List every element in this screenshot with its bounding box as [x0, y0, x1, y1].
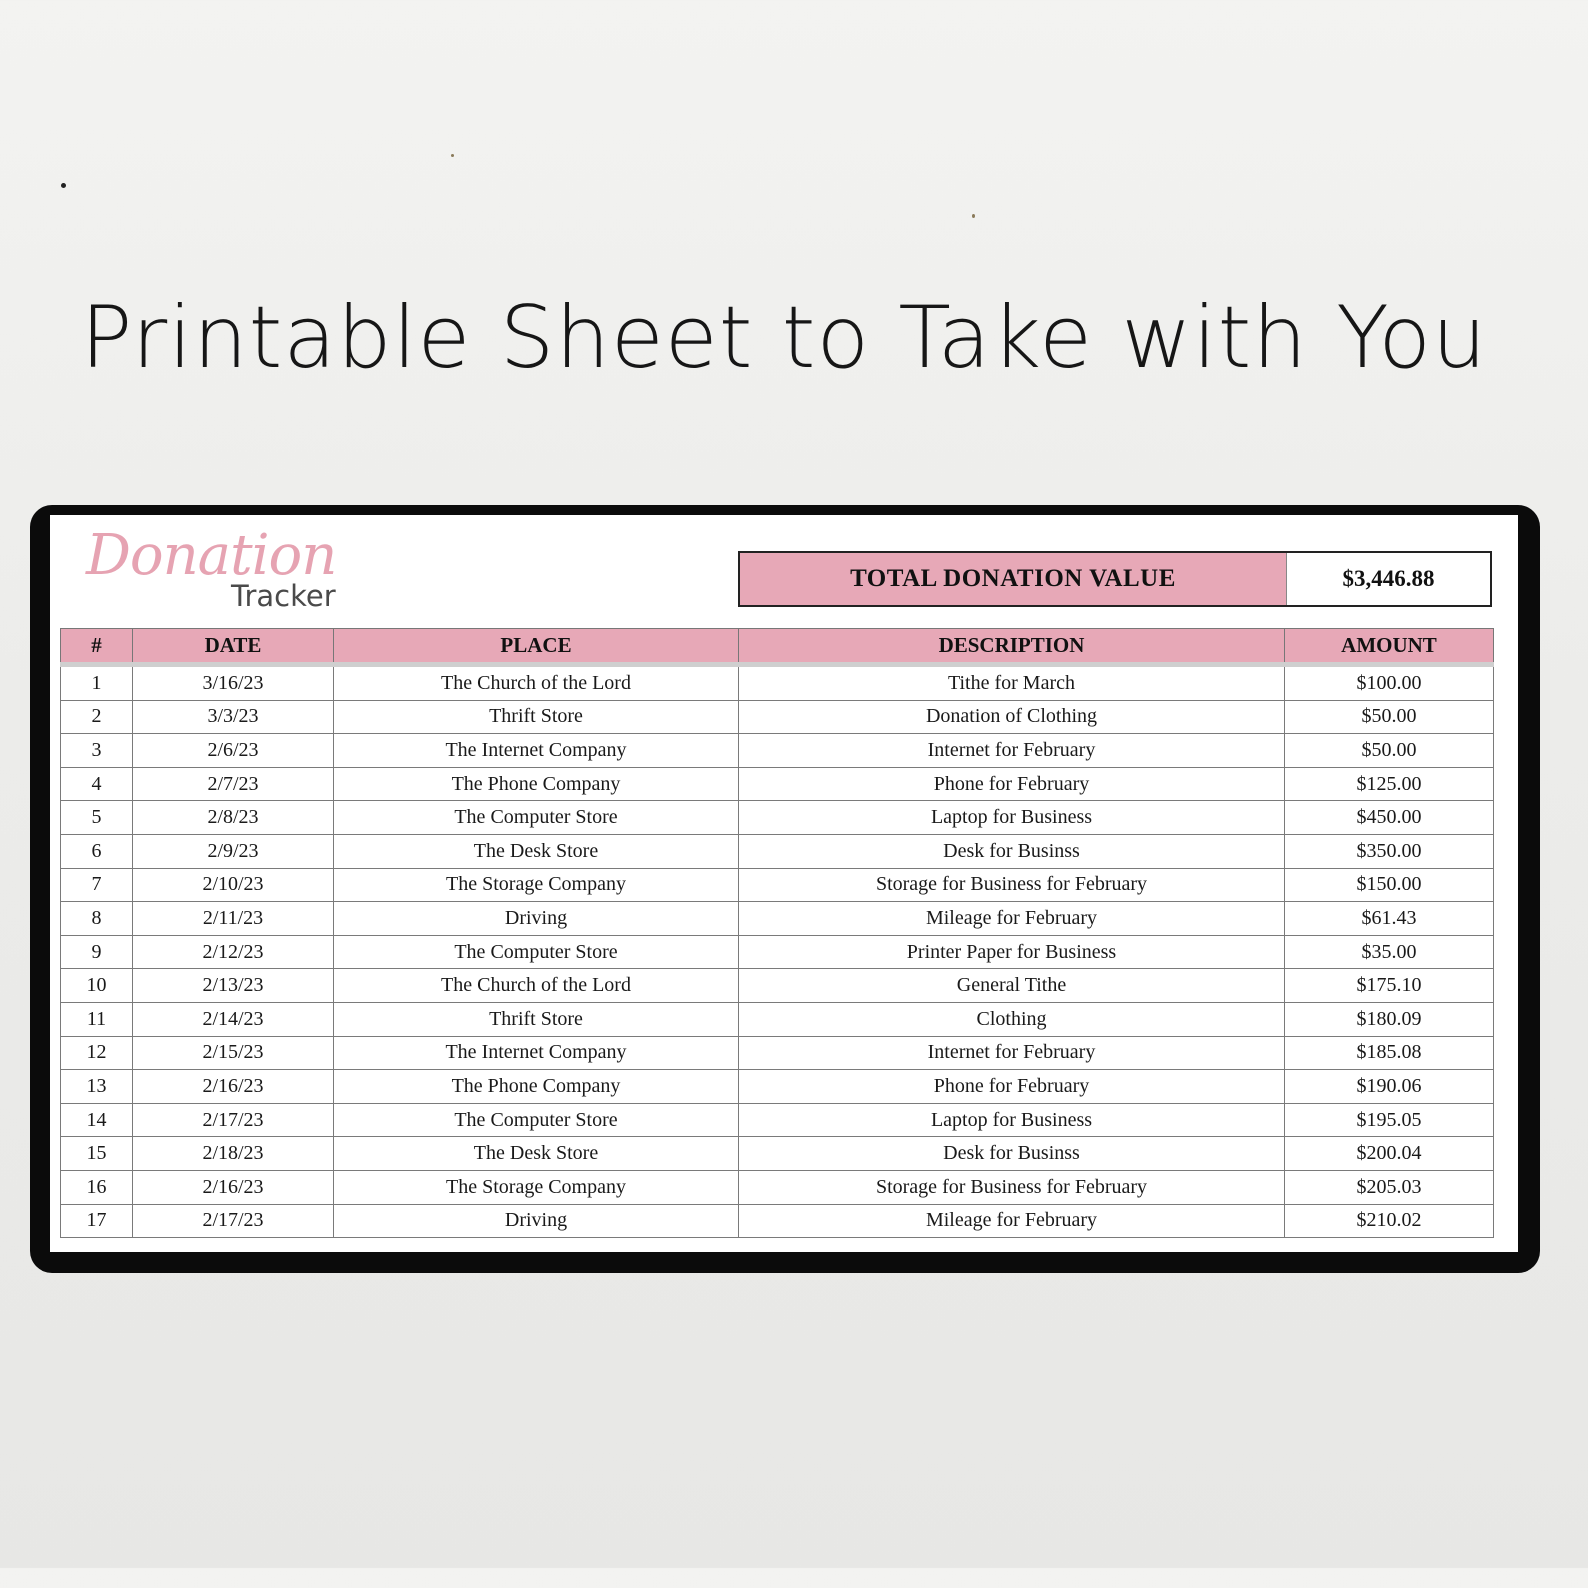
- table-row: [61, 665, 1494, 701]
- cell-description[interactable]: Phone for February: [739, 1070, 1285, 1104]
- cell-place[interactable]: The Church of the Lord: [334, 665, 739, 701]
- cell-amount[interactable]: $125.00: [1285, 767, 1494, 801]
- cell-amount[interactable]: $50.00: [1285, 734, 1494, 768]
- cell-number[interactable]: 6: [61, 834, 133, 868]
- cell-description[interactable]: Laptop for Business: [739, 1103, 1285, 1137]
- cell-place[interactable]: Driving: [334, 1204, 739, 1238]
- cell-number[interactable]: 10: [61, 969, 133, 1003]
- table-row: [61, 868, 1494, 902]
- table-row: [61, 935, 1494, 969]
- cell-number[interactable]: 3: [61, 734, 133, 768]
- cell-description[interactable]: Desk for Businss: [739, 1137, 1285, 1171]
- cell-description[interactable]: Donation of Clothing: [739, 700, 1285, 734]
- cell-place[interactable]: The Phone Company: [334, 767, 739, 801]
- cell-amount[interactable]: $450.00: [1285, 801, 1494, 835]
- cell-amount[interactable]: $195.05: [1285, 1103, 1494, 1137]
- cell-place[interactable]: The Internet Company: [334, 1036, 739, 1070]
- cell-description[interactable]: Laptop for Business: [739, 801, 1285, 835]
- cell-amount[interactable]: $61.43: [1285, 902, 1494, 936]
- table-row: [61, 1103, 1494, 1137]
- table-row: [61, 1204, 1494, 1238]
- cell-description[interactable]: Clothing: [739, 1002, 1285, 1036]
- cell-amount[interactable]: $205.03: [1285, 1170, 1494, 1204]
- cell-date[interactable]: 2/11/23: [133, 902, 334, 936]
- cell-date[interactable]: 2/7/23: [133, 767, 334, 801]
- cell-date[interactable]: 2/9/23: [133, 834, 334, 868]
- cell-amount[interactable]: $35.00: [1285, 935, 1494, 969]
- logo-sub-text: Tracker: [231, 579, 336, 613]
- total-donation-box: [738, 551, 1492, 607]
- cell-place[interactable]: The Storage Company: [334, 1170, 739, 1204]
- table-row: [61, 1036, 1494, 1070]
- cell-place[interactable]: Driving: [334, 902, 739, 936]
- cell-amount[interactable]: $185.08: [1285, 1036, 1494, 1070]
- table-row: [61, 700, 1494, 734]
- donation-table: [60, 628, 1494, 1238]
- cell-amount[interactable]: $180.09: [1285, 1002, 1494, 1036]
- cell-number[interactable]: 8: [61, 902, 133, 936]
- cell-place[interactable]: The Internet Company: [334, 734, 739, 768]
- cell-number[interactable]: 15: [61, 1137, 133, 1171]
- cell-number[interactable]: 2: [61, 700, 133, 734]
- cell-date[interactable]: 2/6/23: [133, 734, 334, 768]
- table-row: [61, 969, 1494, 1003]
- cell-amount[interactable]: $50.00: [1285, 700, 1494, 734]
- cell-place[interactable]: The Desk Store: [334, 1137, 739, 1171]
- cell-description[interactable]: Internet for February: [739, 734, 1285, 768]
- cell-place[interactable]: Thrift Store: [334, 700, 739, 734]
- cell-amount[interactable]: $100.00: [1285, 665, 1494, 701]
- column-header-number: #: [61, 629, 133, 665]
- cell-number[interactable]: 4: [61, 767, 133, 801]
- cell-description[interactable]: Mileage for February: [739, 902, 1285, 936]
- total-donation-value[interactable]: $3,446.88: [1342, 566, 1435, 591]
- device-frame: [30, 505, 1540, 1273]
- sheet-screen: [50, 515, 1518, 1252]
- cell-description[interactable]: General Tithe: [739, 969, 1285, 1003]
- cell-description[interactable]: Storage for Business for February: [739, 868, 1285, 902]
- cell-number[interactable]: 12: [61, 1036, 133, 1070]
- table-row: [61, 1170, 1494, 1204]
- cell-description[interactable]: Internet for February: [739, 1036, 1285, 1070]
- cell-place[interactable]: The Church of the Lord: [334, 969, 739, 1003]
- dust-speck: [972, 214, 975, 218]
- column-header-place: PLACE: [334, 629, 739, 665]
- table-row: [61, 801, 1494, 835]
- cell-number[interactable]: 1: [61, 665, 133, 701]
- cell-amount[interactable]: $350.00: [1285, 834, 1494, 868]
- cell-description[interactable]: Tithe for March: [739, 665, 1285, 701]
- cell-date[interactable]: 2/16/23: [133, 1070, 334, 1104]
- cell-date[interactable]: 2/18/23: [133, 1137, 334, 1171]
- cell-description[interactable]: Storage for Business for February: [739, 1170, 1285, 1204]
- dust-speck: [451, 154, 454, 157]
- headline: Printable Sheet to Take with You: [80, 288, 1488, 388]
- cell-description[interactable]: Printer Paper for Business: [739, 935, 1285, 969]
- cell-number[interactable]: 16: [61, 1170, 133, 1204]
- cell-description[interactable]: Mileage for February: [739, 1204, 1285, 1238]
- total-donation-label: TOTAL DONATION VALUE: [740, 553, 1287, 605]
- table-row: [61, 834, 1494, 868]
- cell-place[interactable]: The Computer Store: [334, 801, 739, 835]
- column-header-amount: AMOUNT: [1285, 629, 1494, 665]
- cell-place[interactable]: The Desk Store: [334, 834, 739, 868]
- cell-number[interactable]: 5: [61, 801, 133, 835]
- cell-place[interactable]: The Computer Store: [334, 1103, 739, 1137]
- cell-date[interactable]: 2/17/23: [133, 1103, 334, 1137]
- cell-amount[interactable]: $210.02: [1285, 1204, 1494, 1238]
- cell-place[interactable]: The Phone Company: [334, 1070, 739, 1104]
- table-row: [61, 734, 1494, 768]
- cell-amount[interactable]: $200.04: [1285, 1137, 1494, 1171]
- cell-date[interactable]: 2/8/23: [133, 801, 334, 835]
- table-row: [61, 1070, 1494, 1104]
- donation-tracker-logo: [86, 523, 386, 623]
- cell-place[interactable]: The Computer Store: [334, 935, 739, 969]
- cell-date[interactable]: 2/17/23: [133, 1204, 334, 1238]
- cell-amount[interactable]: $150.00: [1285, 868, 1494, 902]
- cell-number[interactable]: 11: [61, 1002, 133, 1036]
- table-row: [61, 1137, 1494, 1171]
- cell-description[interactable]: Desk for Businss: [739, 834, 1285, 868]
- cell-amount[interactable]: $175.10: [1285, 969, 1494, 1003]
- cell-date[interactable]: 2/16/23: [133, 1170, 334, 1204]
- cell-date[interactable]: 2/14/23: [133, 1002, 334, 1036]
- logo-script-text: Donation: [86, 523, 337, 588]
- cell-amount[interactable]: $190.06: [1285, 1070, 1494, 1104]
- column-header-description: DESCRIPTION: [739, 629, 1285, 665]
- cell-number[interactable]: 9: [61, 935, 133, 969]
- table-row: [61, 902, 1494, 936]
- dust-speck: [61, 183, 66, 188]
- cell-description[interactable]: Phone for February: [739, 767, 1285, 801]
- column-header-date: DATE: [133, 629, 334, 665]
- cell-number[interactable]: 13: [61, 1070, 133, 1104]
- cell-number[interactable]: 7: [61, 868, 133, 902]
- cell-number[interactable]: 17: [61, 1204, 133, 1238]
- table-row: [61, 767, 1494, 801]
- cell-date[interactable]: 3/16/23: [133, 665, 334, 701]
- cell-date[interactable]: 2/15/23: [133, 1036, 334, 1070]
- table-row: [61, 1002, 1494, 1036]
- table-header-row: [61, 629, 1494, 665]
- cell-place[interactable]: The Storage Company: [334, 868, 739, 902]
- cell-date[interactable]: 2/10/23: [133, 868, 334, 902]
- cell-number[interactable]: 14: [61, 1103, 133, 1137]
- cell-place[interactable]: Thrift Store: [334, 1002, 739, 1036]
- cell-date[interactable]: 3/3/23: [133, 700, 334, 734]
- cell-date[interactable]: 2/13/23: [133, 969, 334, 1003]
- cell-date[interactable]: 2/12/23: [133, 935, 334, 969]
